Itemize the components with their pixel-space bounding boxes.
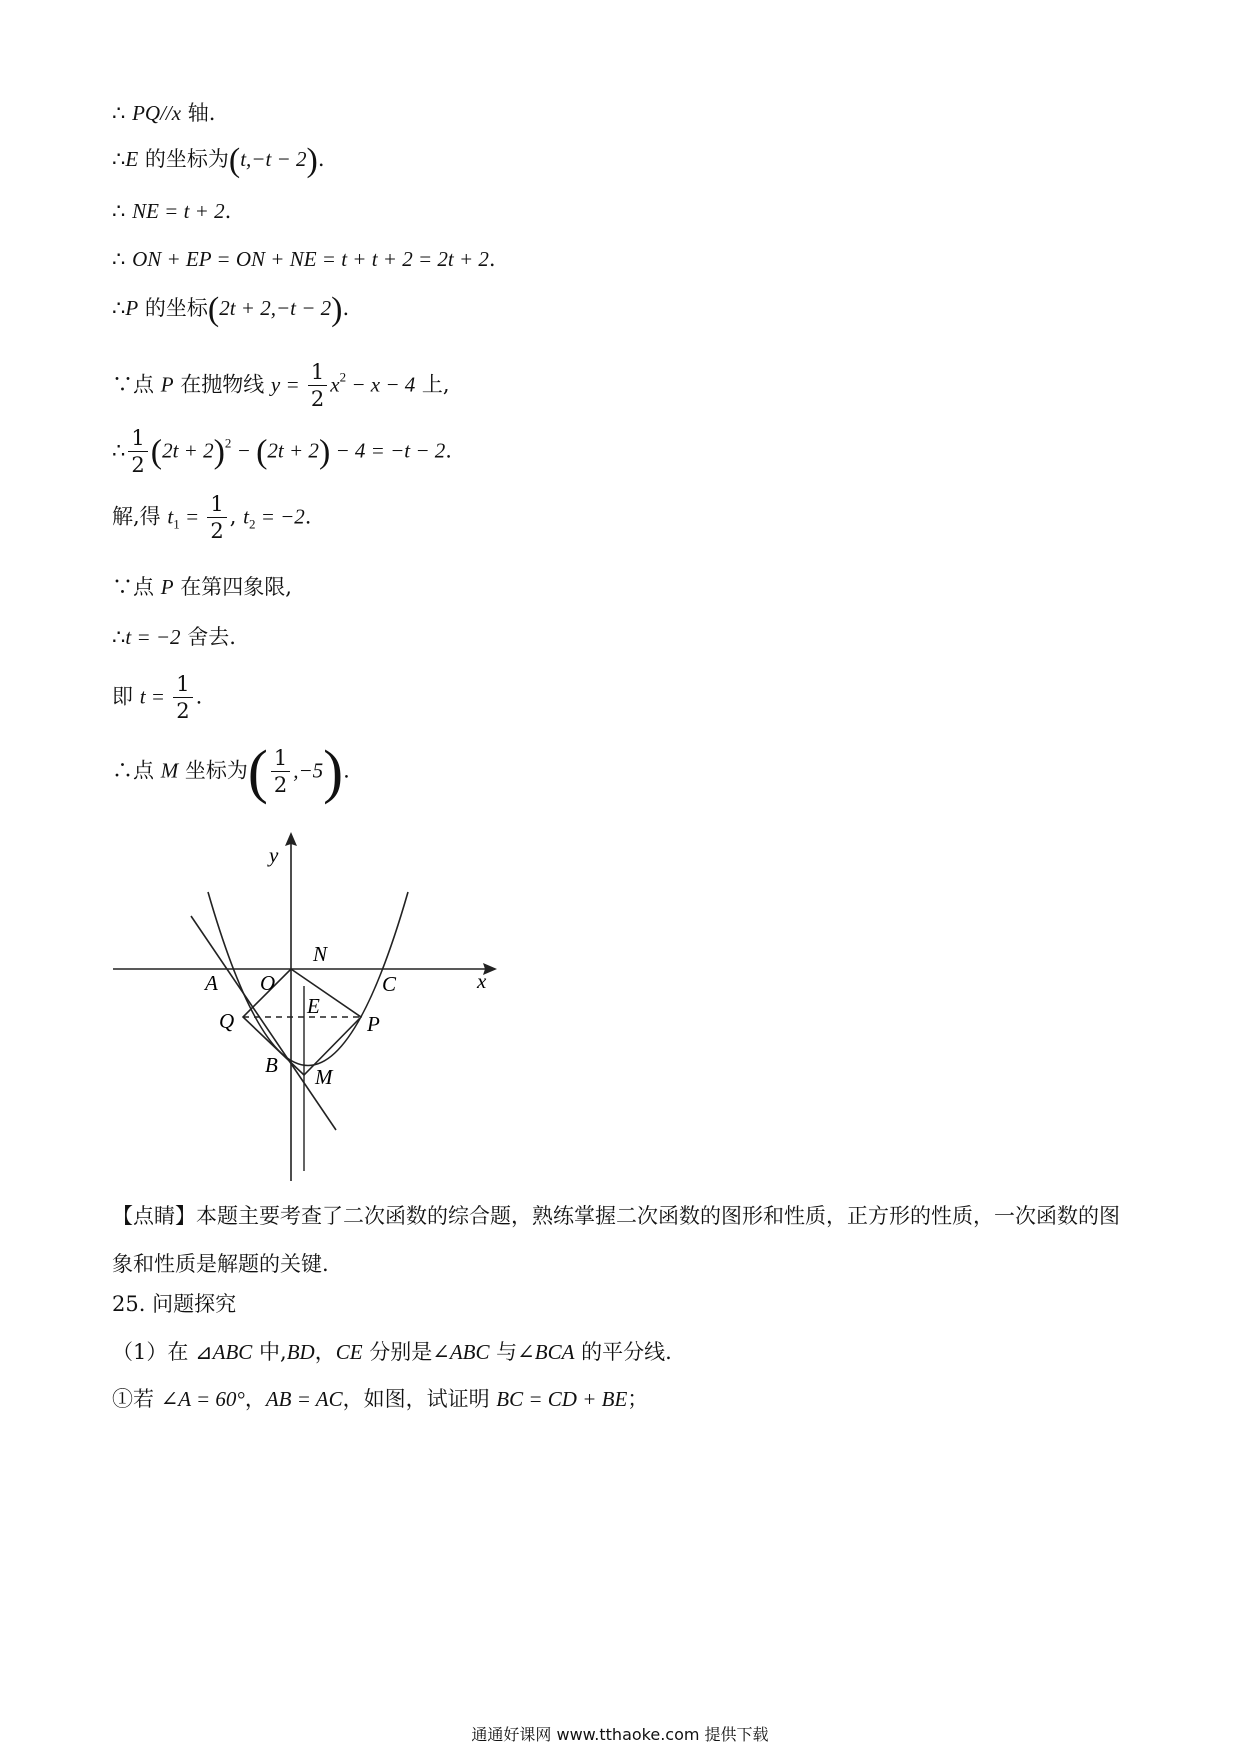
solution-line-10: ∴t = −2 舍去. <box>112 625 236 649</box>
solution-line-8: 解,得 $t_1$ = $\frac{1}{2}$ , $t_2 = -2$. <box>112 492 312 543</box>
solution-line-2: ∴E 的坐标为(t,−t − 2). <box>112 142 325 179</box>
label-e: E <box>307 994 320 1018</box>
label-b: B <box>265 1053 278 1077</box>
solution-line-1: ∴ PQ//x 轴. <box>112 101 216 125</box>
label-p: P <box>367 1012 380 1036</box>
solution-line-12: ∴点 M 坐标为( $\frac{1}{2}$ ,−5). <box>112 738 350 805</box>
solution-line-9: ∵点 P 在第四象限, <box>112 575 292 599</box>
problem-subpart-1: ①若 ∠A = 60°，AB = AC，如图，试证明 BC = CD + BE； <box>112 1387 649 1411</box>
solution-line-3: ∴ NE = t + 2. <box>112 199 232 223</box>
label-y: y <box>269 843 279 867</box>
page-footer: 通通好课网 www.tthaoke.com 提供下载 <box>471 1725 769 1744</box>
solution-line-6: ∵点 P 在抛物线 y = $\frac{1}{2}$ $x^2 - x - 4$ 上, <box>112 360 450 411</box>
parabola-curve <box>208 892 408 1066</box>
y-axis-arrow <box>285 832 297 846</box>
label-q: Q <box>219 1009 235 1033</box>
label-x: x <box>477 969 487 993</box>
solution-line-7: ∴ $\frac{1}{2}$ $(2t + 2)^2 - (2t + 2) - 4 = -t - 2$. <box>112 426 452 477</box>
problem-number: 25. 问题探究 <box>112 1292 237 1316</box>
label-a: A <box>205 971 218 995</box>
label-n: N <box>313 942 328 966</box>
parabola-figure <box>105 826 505 1186</box>
label-o: O <box>260 971 276 995</box>
problem-part-1: （1）在 ⊿ABC 中,BD，CE 分别是∠ABC 与∠BCA 的平分线. <box>112 1340 672 1364</box>
comment-paragraph: 【点睛】本题主要考查了二次函数的综合题，熟练掌握二次函数的图形和性质，正方形的性质，一次函数的图象和性质是解题的关键. <box>112 1204 1120 1276</box>
solution-line-11: 即 t = $\frac{1}{2}$ . <box>112 672 203 723</box>
label-c: C <box>382 972 397 996</box>
solution-line-4: ∴ ON + EP = ON + NE = t + t + 2 = 2t + 2. <box>112 247 496 271</box>
label-m: M <box>315 1065 333 1089</box>
solution-line-5: ∴P 的坐标(2t + 2,−t − 2). <box>112 291 350 328</box>
